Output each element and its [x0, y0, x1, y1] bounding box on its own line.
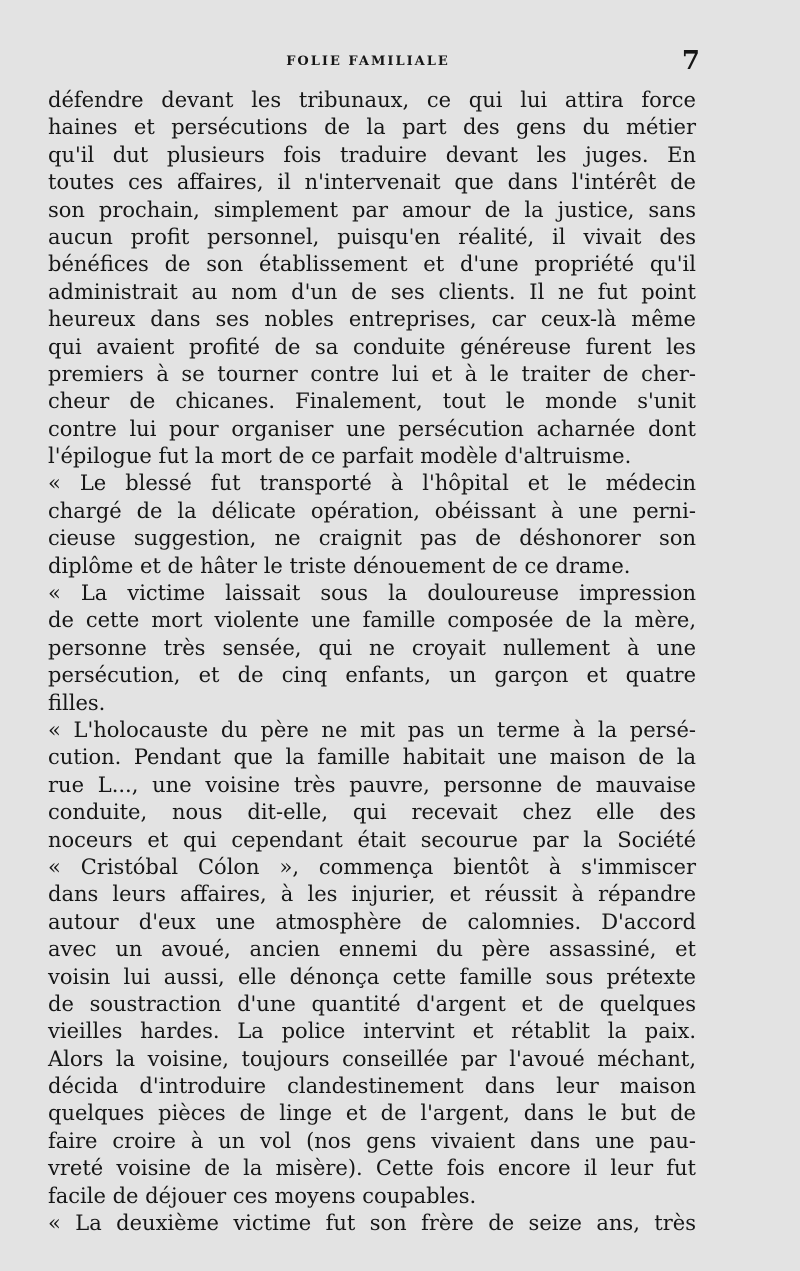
text-line: administrait au nom d'un de ses clients. Il ne fut point: [48, 279, 696, 304]
text-line: « La deuxième victime fut son frère de seize ans, très: [48, 1211, 696, 1236]
text-line: voisin lui aussi, elle dénonça cette famille sous prétexte: [48, 964, 696, 989]
text-line: heureux dans ses nobles entreprises, car ceux-là même: [48, 307, 696, 332]
text-line: conduite, nous dit-elle, qui recevait chez elle des: [48, 800, 696, 825]
text-line: persécution, et de cinq enfants, un garçon et quatre: [48, 663, 696, 688]
running-head: [48, 46, 700, 82]
text-line: filles.: [48, 690, 106, 715]
text-line: premiers à se tourner contre lui et à le traiter de cher-: [48, 361, 696, 386]
text-line: toutes ces affaires, il n'intervenait que dans l'intérêt de: [48, 170, 696, 195]
text-line: qui avaient profité de sa conduite généreuse furent les: [48, 334, 696, 359]
text-line: chargé de la délicate opération, obéissant à une perni-: [48, 498, 696, 523]
page-number: 7: [681, 46, 700, 76]
text-line: contre lui pour organiser une persécution acharnée dont: [48, 416, 696, 441]
text-line: son prochain, simplement par amour de la justice, sans: [48, 197, 696, 222]
text-line: « Le blessé fut transporté à l'hôpital et le médecin: [48, 471, 696, 496]
text-line: autour d'eux une atmosphère de calomnies. D'accord: [48, 909, 696, 934]
text-line: personne très sensée, qui ne croyait nullement à une: [48, 635, 696, 660]
text-line: Alors la voisine, toujours conseillée par l'avoué méchant,: [48, 1046, 696, 1071]
text-line: avec un avoué, ancien ennemi du père assassiné, et: [48, 937, 696, 962]
text-line: diplôme et de hâter le triste dénouement de ce drame.: [48, 553, 631, 578]
text-line: cheur de chicanes. Finalement, tout le monde s'unit: [48, 389, 696, 414]
body-text: [48, 87, 696, 1237]
text-line: « Cristóbal Cólon », commença bientôt à s'immiscer: [48, 854, 696, 879]
text-line: bénéfices de son établissement et d'une propriété qu'il: [48, 252, 696, 277]
text-line: dans leurs affaires, à les injurier, et réussit à répandre: [48, 882, 696, 907]
text-line: haines et persécutions de la part des gens du métier: [48, 115, 696, 140]
text-line: « La victime laissait sous la douloureuse impression: [48, 581, 696, 606]
text-line: l'épilogue fut la mort de ce parfait modèle d'altruisme.: [48, 444, 632, 469]
text-line: « L'holocauste du père ne mit pas un terme à la persé-: [48, 717, 696, 742]
text-line: faire croire à un vol (nos gens vivaient dans une pau-: [48, 1128, 696, 1153]
text-line: aucun profit personnel, puisqu'en réalité, il vivait des: [48, 224, 696, 249]
running-title: FOLIE FAMILIALE: [286, 54, 450, 69]
text-line: qu'il dut plusieurs fois traduire devant les juges. En: [48, 142, 696, 167]
text-line: facile de déjouer ces moyens coupables.: [48, 1183, 477, 1208]
text-line: rue L..., une voisine très pauvre, personne de mauvaise: [48, 772, 696, 797]
text-line: décida d'introduire clandestinement dans leur maison: [48, 1074, 696, 1099]
text-line: de soustraction d'une quantité d'argent et de quelques: [48, 991, 696, 1016]
text-line: cution. Pendant que la famille habitait une maison de la: [48, 745, 696, 770]
text-line: vieilles hardes. La police intervint et rétablit la paix.: [48, 1019, 696, 1044]
text-line: noceurs et qui cependant était secourue par la Société: [48, 827, 696, 852]
text-line: vreté voisine de la misère). Cette fois encore il leur fut: [48, 1156, 696, 1181]
text-line: quelques pièces de linge et de l'argent, dans le but de: [48, 1101, 696, 1126]
text-line: défendre devant les tribunaux, ce qui lui attira force: [48, 88, 696, 112]
text-line: de cette mort violente une famille composée de la mère,: [48, 608, 696, 633]
text-line: cieuse suggestion, ne craignit pas de déshonorer son: [48, 526, 696, 551]
